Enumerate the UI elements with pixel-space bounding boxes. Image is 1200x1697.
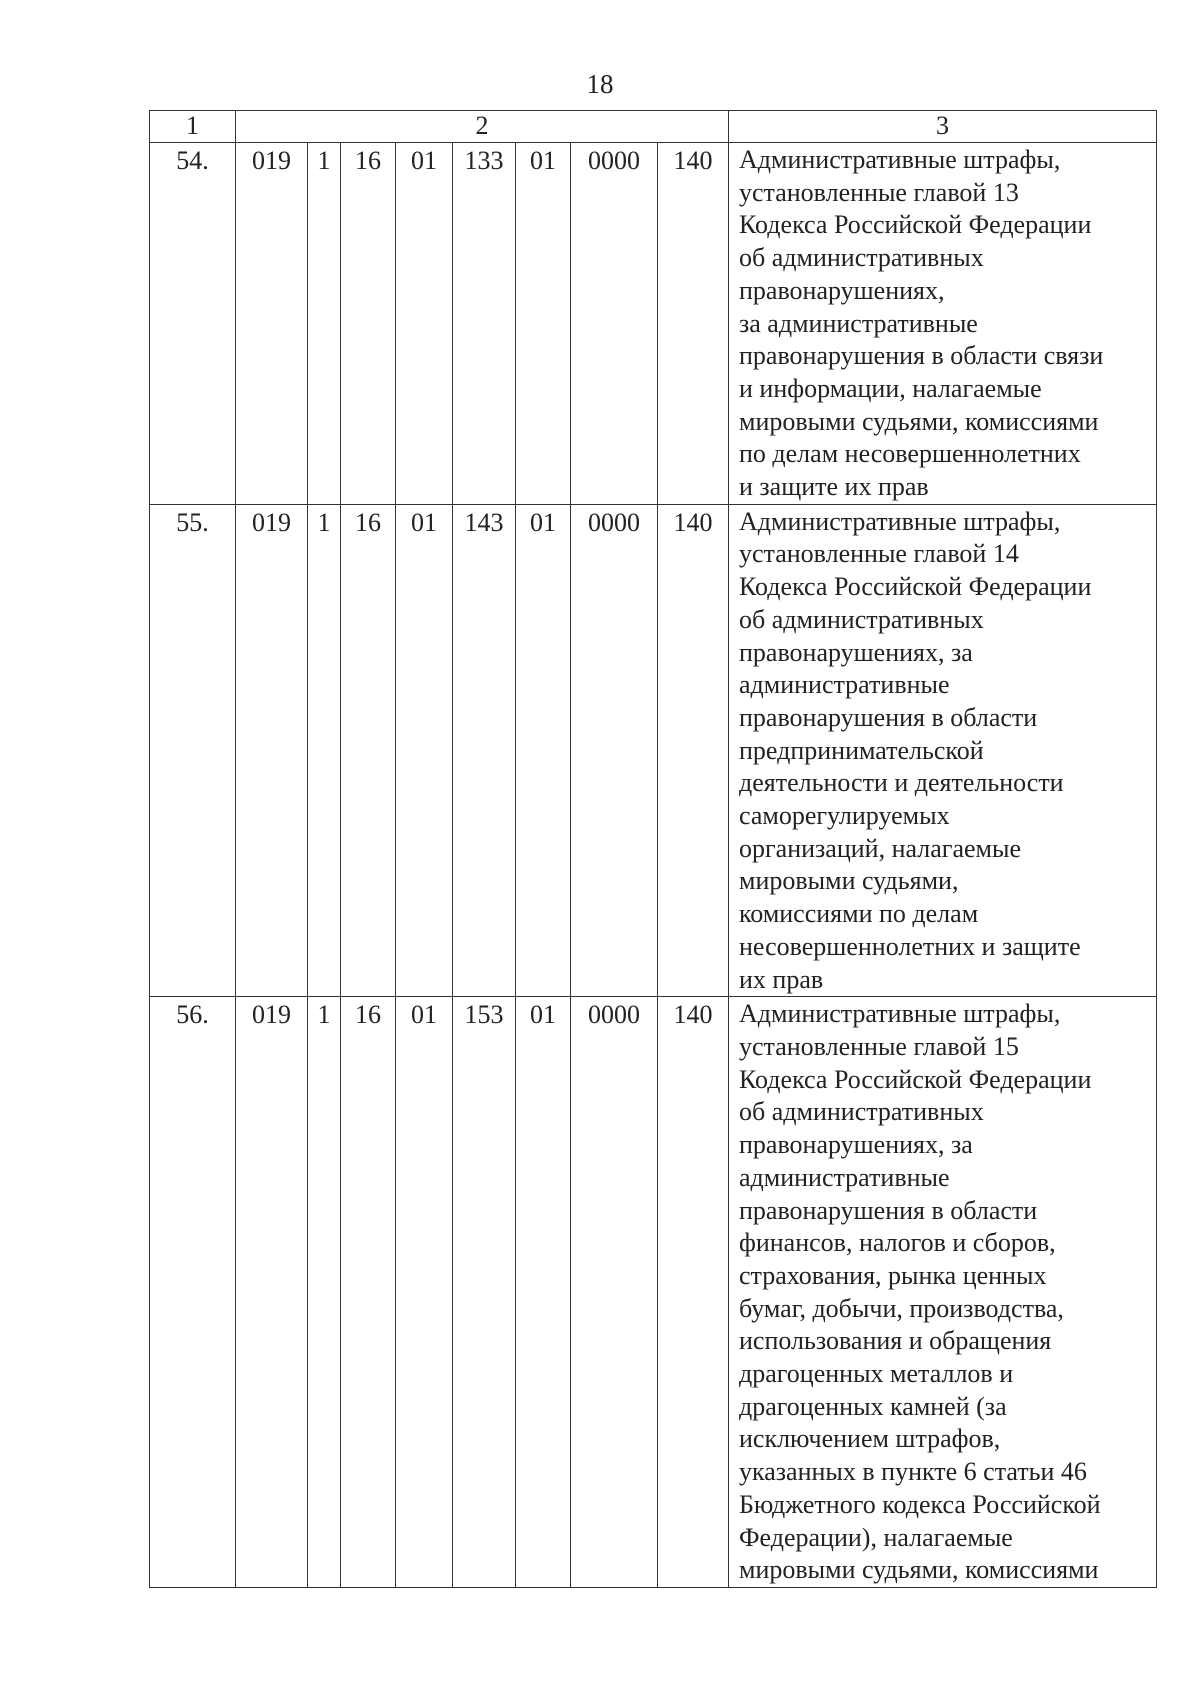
description-line: деятельности и деятельности: [739, 768, 1064, 798]
description-line: установленные главой 13: [739, 177, 1019, 207]
table-header-row: [150, 111, 1157, 143]
description-line: мировыми судьями,: [739, 866, 959, 896]
row-number: 56.: [150, 997, 236, 1588]
description-line: Административные штрафы,: [739, 145, 1061, 174]
description-line: мировыми судьями, комиссиями: [739, 1555, 1099, 1585]
code-subgroup: 16: [341, 997, 396, 1588]
code-element: 01: [516, 143, 571, 505]
description-line: административные: [739, 670, 950, 700]
code-article: 01: [396, 143, 453, 505]
code-program: 0000: [571, 143, 658, 505]
description-line: комиссиями по делам: [739, 899, 979, 929]
code-subarticle: 143: [453, 504, 516, 997]
description-line: Административные штрафы,: [739, 506, 1061, 536]
code-element: 01: [516, 504, 571, 997]
description-line: исключением штрафов,: [739, 1424, 1001, 1454]
description-line: установленные главой 14: [739, 539, 1019, 569]
description-line: драгоценных металлов и: [739, 1359, 1014, 1389]
code-group: 1: [308, 997, 341, 1588]
row-number: 55.: [150, 504, 236, 997]
description-line: Бюджетного кодекса Российской: [739, 1489, 1101, 1519]
description-line: драгоценных камней (за: [739, 1391, 1007, 1421]
table-row: [150, 143, 1157, 505]
description-line: использования и обращения: [739, 1326, 1052, 1356]
table-row: [150, 997, 1157, 1588]
description-line: установленные главой 15: [739, 1031, 1019, 1061]
header-cell-code: 2: [236, 111, 729, 143]
description-line: по делам несовершеннолетних: [739, 439, 1081, 469]
description-line: правонарушениях, за: [739, 1130, 973, 1160]
description-line: бумаг, добычи, производства,: [739, 1293, 1064, 1323]
description-line: Административные штрафы,: [739, 999, 1061, 1029]
code-group: 1: [308, 504, 341, 997]
table-row: [150, 504, 1157, 997]
description-line: указанных в пункте 6 статьи 46: [739, 1457, 1087, 1487]
description-line: несовершеннолетних и защите: [739, 931, 1081, 961]
code-admin: 019: [236, 997, 308, 1588]
description-line: Кодекса Российской Федерации: [739, 1064, 1092, 1094]
description-line: и информации, налагаемые: [739, 373, 1042, 403]
page-number: 18: [586, 69, 614, 99]
description-line: мировыми судьями, комиссиями: [739, 406, 1099, 436]
description-line: административные: [739, 1162, 950, 1192]
code-kosgu: 140: [658, 143, 729, 505]
description-line: об административных: [739, 1097, 984, 1127]
header-cell-number: 1: [150, 111, 236, 143]
description-line: саморегулируемых: [739, 801, 950, 831]
code-article: 01: [396, 997, 453, 1588]
code-program: 0000: [571, 997, 658, 1588]
code-subgroup: 16: [341, 504, 396, 997]
code-kosgu: 140: [658, 504, 729, 997]
budget-classification-table: [149, 110, 1157, 1588]
code-article: 01: [396, 504, 453, 997]
code-kosgu: 140: [658, 997, 729, 1588]
row-number: 54.: [150, 143, 236, 505]
description-line: за административные: [739, 308, 978, 338]
description-line: и защите их прав: [739, 472, 929, 502]
code-admin: 019: [236, 143, 308, 505]
code-element: 01: [516, 997, 571, 1588]
description-line: правонарушениях,: [739, 275, 945, 305]
description-line: Кодекса Российской Федерации: [739, 210, 1092, 240]
code-admin: 019: [236, 504, 308, 997]
description-line: финансов, налогов и сборов,: [739, 1228, 1056, 1258]
description-line: Кодекса Российской Федерации: [739, 572, 1092, 602]
description-line: предпринимательской: [739, 735, 984, 765]
description-line: об административных: [739, 243, 984, 273]
description-line: организаций, налагаемые: [739, 833, 1021, 863]
code-subarticle: 133: [453, 143, 516, 505]
description-line: их прав: [739, 964, 824, 994]
description-line: правонарушениях, за: [739, 637, 973, 667]
description-line: страхования, рынка ценных: [739, 1260, 1047, 1290]
code-program: 0000: [571, 504, 658, 997]
description-line: об административных: [739, 604, 984, 634]
description-line: Федерации), налагаемые: [739, 1522, 1013, 1552]
row-description: [729, 143, 1157, 505]
description-line: правонарушения в области: [739, 1195, 1038, 1225]
row-description: [729, 997, 1157, 1588]
code-subgroup: 16: [341, 143, 396, 505]
code-group: 1: [308, 143, 341, 505]
row-description: [729, 504, 1157, 997]
description-line: правонарушения в области связи: [739, 341, 1104, 371]
code-subarticle: 153: [453, 997, 516, 1588]
header-cell-description: 3: [729, 111, 1157, 143]
description-line: правонарушения в области: [739, 702, 1038, 732]
